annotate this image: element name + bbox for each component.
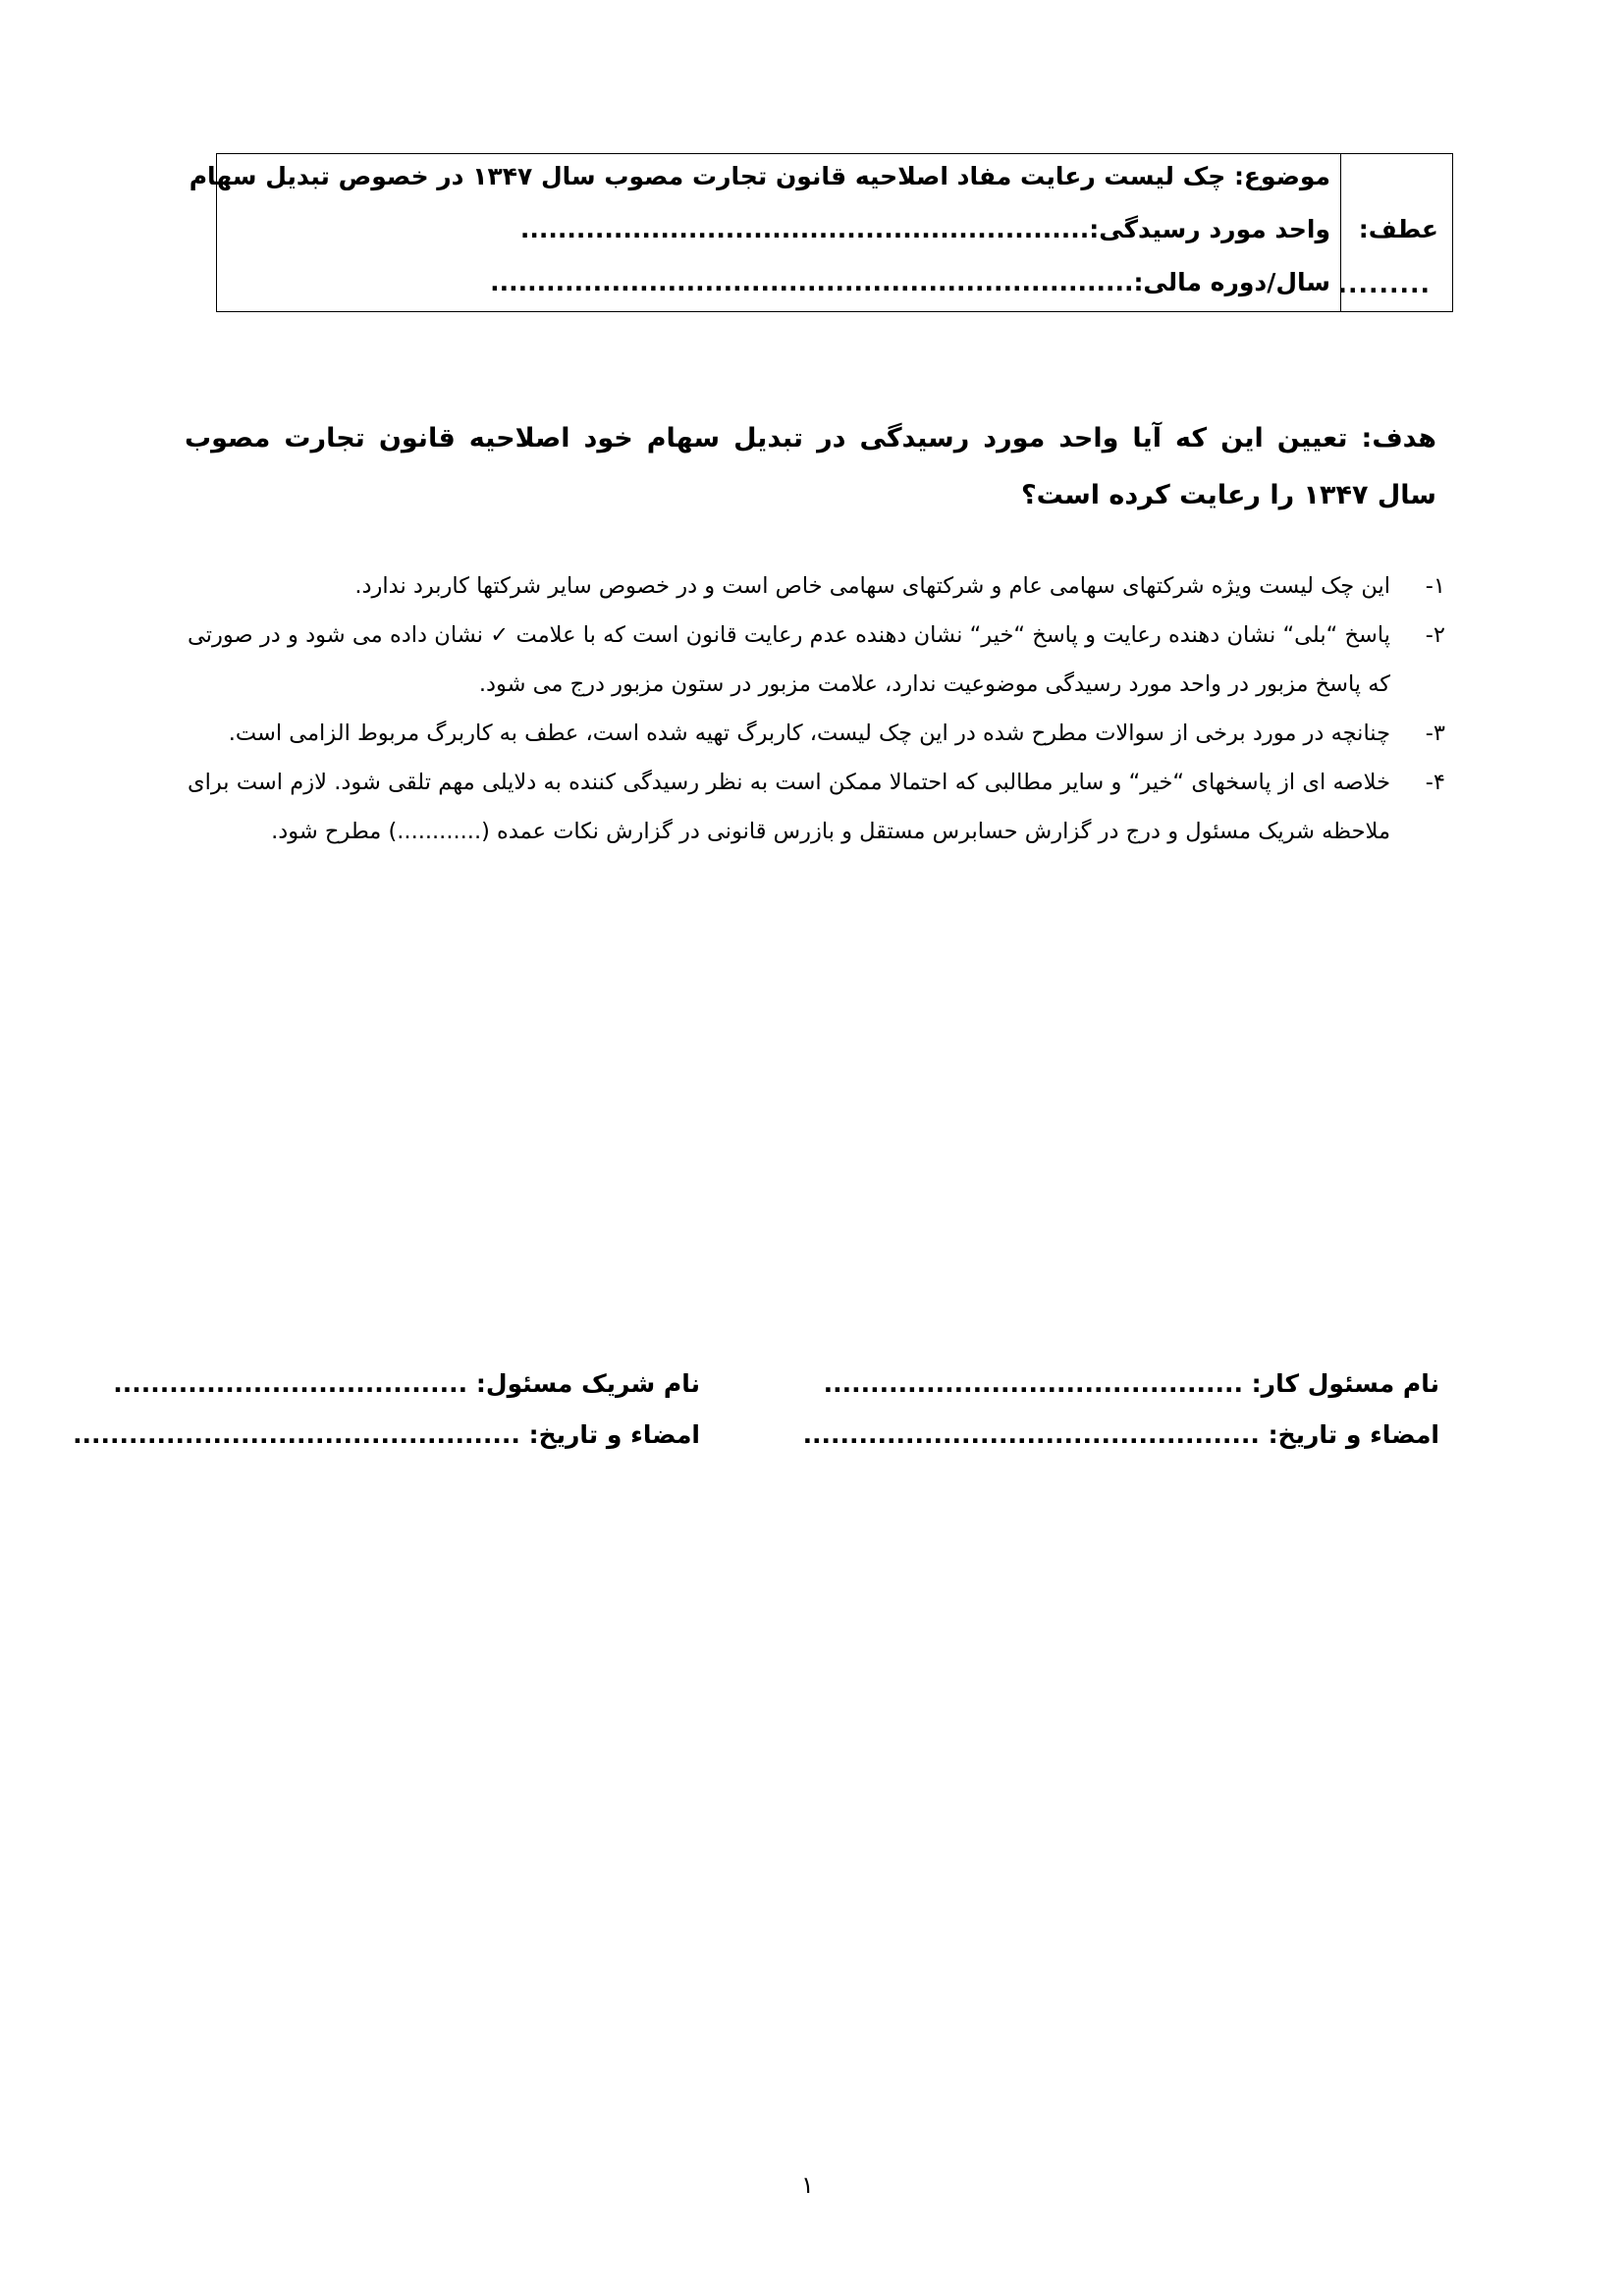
preparer-name-field: نام مسئول کار: ............................................. — [823, 1369, 1439, 1398]
note-number: ۴- — [1425, 770, 1445, 795]
preparer-signature-field: امضاء و تاریخ: ................................................. — [802, 1420, 1439, 1449]
page-number: ۱ — [801, 2171, 814, 2199]
note-number: ۳- — [1425, 721, 1445, 746]
header-box — [189, 153, 1453, 312]
note-text: پاسخ “بلی“ نشان دهنده رعایت و پاسخ “خیر“ نشان دهنده عدم رعایت قانون است که با علامت ✓ نشان داده می شود و در صورتی که پاسخ مزبور در واحد مورد رسیدگی موضوعیت ندارد، علامت مزبور در ستون مزبور درج می شود. — [188, 622, 1390, 697]
note-item — [188, 709, 1445, 758]
subject-line: موضوع: چک لیست رعایت مفاد اصلاحیه قانون تجارت مصوب سال ۱۳۴۷ در خصوص تبدیل سهام — [189, 162, 1330, 190]
fiscal-year-line: سال/دوره مالی:..................................................................... — [490, 268, 1330, 296]
partner-name-field: نام شریک مسئول: ...................................... — [113, 1369, 700, 1398]
notes-list — [188, 561, 1445, 856]
note-number: ۱- — [1425, 573, 1445, 599]
note-text: این چک لیست ویژه شرکتهای سهامی عام و شرکتهای سهامی خاص است و در خصوص سایر شرکتها کاربرد ندارد. — [354, 573, 1390, 599]
reference-cell — [1337, 154, 1452, 311]
note-text: خلاصه ای از پاسخهای “خیر“ و سایر مطالبی که احتمالا ممکن است به نظر رسیدگی کننده به دلایلی مهم تلقی شود. لازم است برای ملاحظه شریک مسئول و درج در گزارش حسابرس مستقل و بازرس قانونی در گزارش نکات عمده (............) مطرح شود. — [188, 770, 1390, 844]
note-number: ۲- — [1425, 622, 1445, 648]
reference-value: ......... — [1337, 270, 1431, 298]
audited-unit-line: واحد مورد رسیدگی:............................................................. — [519, 215, 1330, 243]
goal-statement: هدف: تعیین این که آیا واحد مورد رسیدگی در تبدیل سهام خود اصلاحیه قانون تجارت مصوب سال ۱۳۴۷ را رعایت کرده است؟ — [185, 423, 1436, 510]
note-text: چنانچه در مورد برخی از سوالات مطرح شده در این چک لیست، کاربرگ تهیه شده است، عطف به کاربرگ مربوط الزامی است. — [228, 721, 1390, 746]
note-item — [188, 611, 1445, 709]
partner-signature-field: امضاء و تاریخ: ................................................ — [73, 1420, 700, 1449]
note-item — [188, 561, 1445, 611]
reference-label: عطف: — [1358, 215, 1438, 243]
note-item — [188, 758, 1445, 856]
